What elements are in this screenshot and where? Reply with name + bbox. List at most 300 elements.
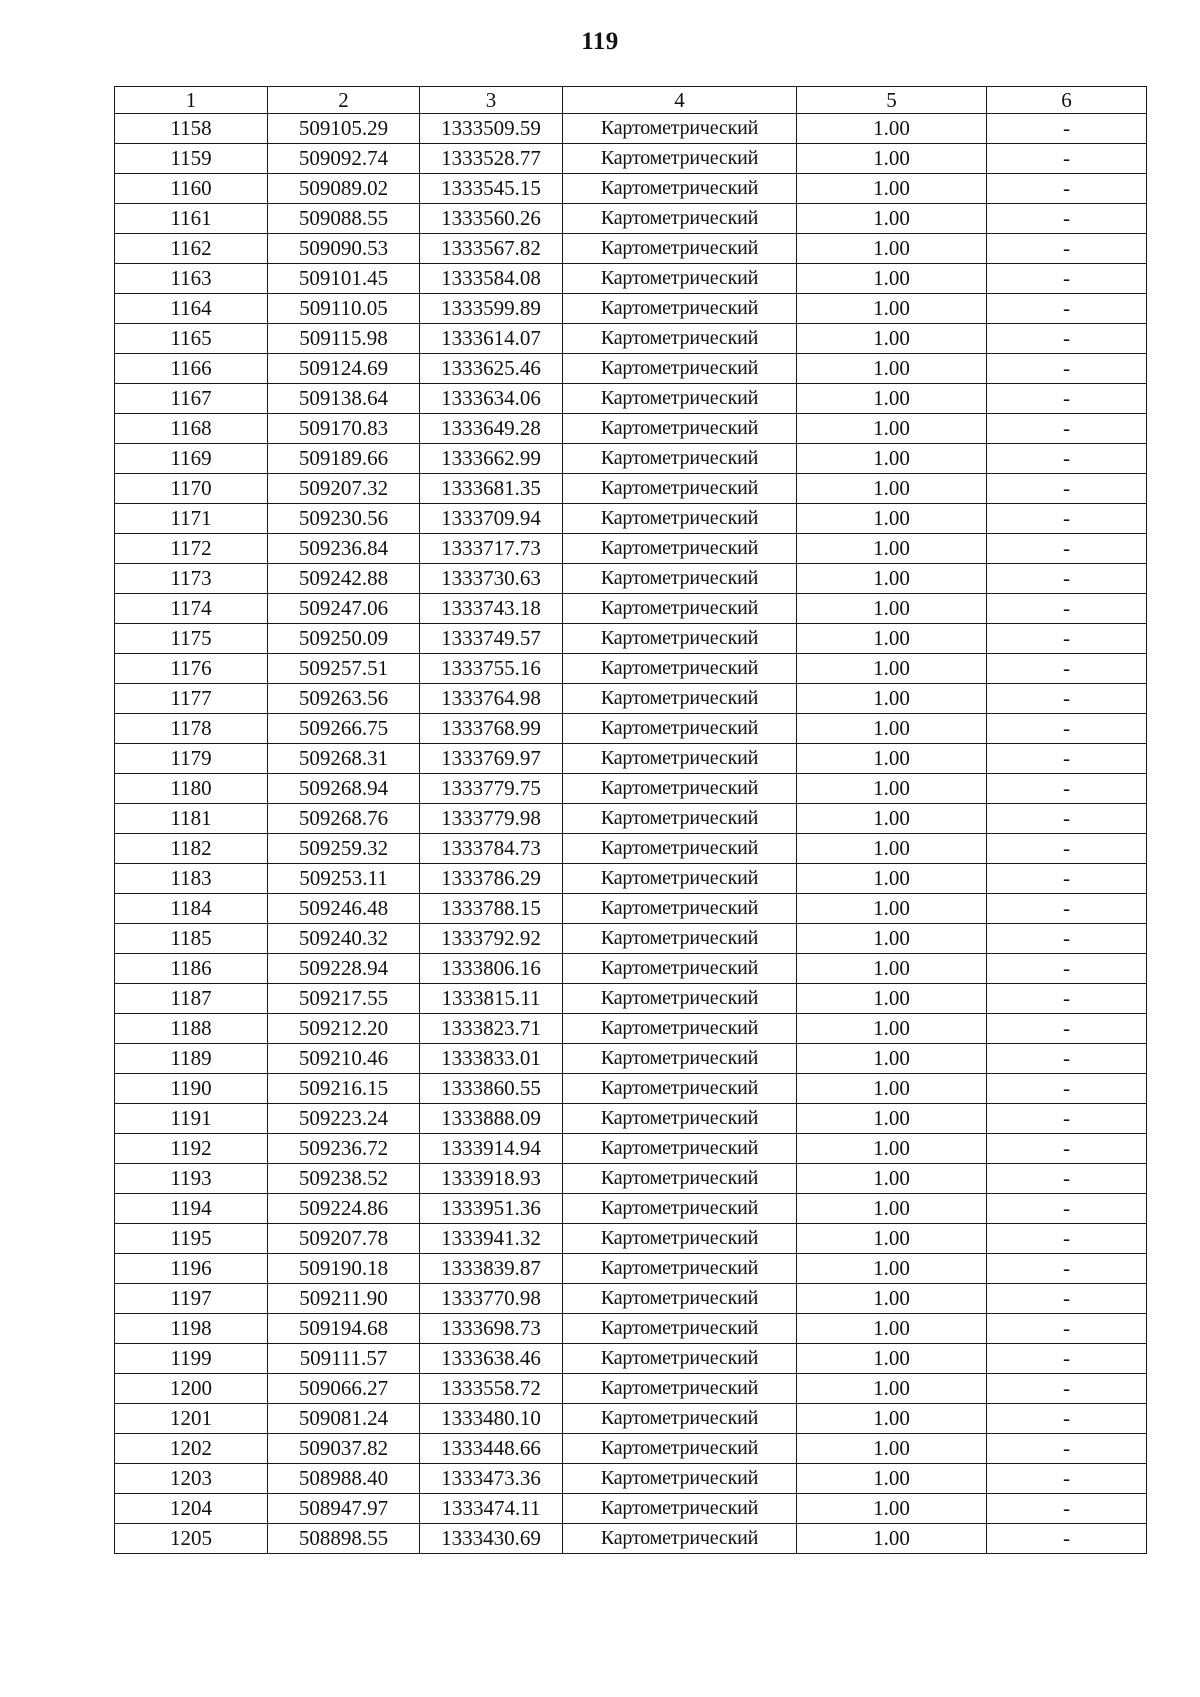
point-number-cell: 1165 [115,324,268,354]
column-header-6: 6 [987,87,1147,114]
accuracy-cell: 1.00 [797,834,987,864]
y-coordinate-cell: 1333625.46 [420,354,563,384]
column-header-1: 1 [115,87,268,114]
accuracy-cell: 1.00 [797,114,987,144]
y-coordinate-cell: 1333784.73 [420,834,563,864]
y-coordinate-cell: 1333430.69 [420,1524,563,1554]
note-cell: - [987,714,1147,744]
x-coordinate-cell: 509207.32 [268,474,420,504]
method-cell: Картометрический [563,684,797,714]
y-coordinate-cell: 1333815.11 [420,984,563,1014]
table-row [115,564,1147,594]
y-coordinate-cell: 1333614.07 [420,324,563,354]
method-cell: Картометрический [563,1254,797,1284]
method-cell: Картометрический [563,1494,797,1524]
accuracy-cell: 1.00 [797,204,987,234]
x-coordinate-cell: 508988.40 [268,1464,420,1494]
y-coordinate-cell: 1333528.77 [420,144,563,174]
y-coordinate-cell: 1333823.71 [420,1014,563,1044]
method-cell: Картометрический [563,924,797,954]
note-cell: - [987,954,1147,984]
table-row [115,1074,1147,1104]
method-cell: Картометрический [563,1134,797,1164]
y-coordinate-cell: 1333545.15 [420,174,563,204]
point-number-cell: 1161 [115,204,268,234]
accuracy-cell: 1.00 [797,354,987,384]
accuracy-cell: 1.00 [797,1434,987,1464]
table-row [115,894,1147,924]
y-coordinate-cell: 1333558.72 [420,1374,563,1404]
y-coordinate-cell: 1333768.99 [420,714,563,744]
method-cell: Картометрический [563,174,797,204]
column-header-3: 3 [420,87,563,114]
accuracy-cell: 1.00 [797,1014,987,1044]
point-number-cell: 1199 [115,1344,268,1374]
accuracy-cell: 1.00 [797,1224,987,1254]
accuracy-cell: 1.00 [797,714,987,744]
note-cell: - [987,144,1147,174]
x-coordinate-cell: 509115.98 [268,324,420,354]
accuracy-cell: 1.00 [797,1464,987,1494]
accuracy-cell: 1.00 [797,1524,987,1554]
x-coordinate-cell: 509092.74 [268,144,420,174]
note-cell: - [987,1464,1147,1494]
accuracy-cell: 1.00 [797,474,987,504]
table-row [115,1164,1147,1194]
point-number-cell: 1192 [115,1134,268,1164]
accuracy-cell: 1.00 [797,1494,987,1524]
x-coordinate-cell: 509090.53 [268,234,420,264]
x-coordinate-cell: 509236.84 [268,534,420,564]
x-coordinate-cell: 509246.48 [268,894,420,924]
accuracy-cell: 1.00 [797,954,987,984]
point-number-cell: 1193 [115,1164,268,1194]
point-number-cell: 1186 [115,954,268,984]
method-cell: Картометрический [563,714,797,744]
note-cell: - [987,1434,1147,1464]
y-coordinate-cell: 1333649.28 [420,414,563,444]
table-row [115,1254,1147,1284]
x-coordinate-cell: 509228.94 [268,954,420,984]
note-cell: - [987,894,1147,924]
table-row [115,1194,1147,1224]
method-cell: Картометрический [563,1284,797,1314]
accuracy-cell: 1.00 [797,1134,987,1164]
note-cell: - [987,474,1147,504]
y-coordinate-cell: 1333662.99 [420,444,563,474]
method-cell: Картометрический [563,1224,797,1254]
table-row [115,1104,1147,1134]
table-row [115,1494,1147,1524]
point-number-cell: 1164 [115,294,268,324]
method-cell: Картометрический [563,264,797,294]
method-cell: Картометрический [563,294,797,324]
y-coordinate-cell: 1333567.82 [420,234,563,264]
x-coordinate-cell: 509210.46 [268,1044,420,1074]
note-cell: - [987,1044,1147,1074]
method-cell: Картометрический [563,984,797,1014]
accuracy-cell: 1.00 [797,894,987,924]
note-cell: - [987,654,1147,684]
method-cell: Картометрический [563,1404,797,1434]
table-header [115,87,1147,114]
table-row [115,1434,1147,1464]
note-cell: - [987,744,1147,774]
point-number-cell: 1172 [115,534,268,564]
note-cell: - [987,1194,1147,1224]
note-cell: - [987,1284,1147,1314]
table-row [115,1284,1147,1314]
x-coordinate-cell: 509211.90 [268,1284,420,1314]
accuracy-cell: 1.00 [797,414,987,444]
accuracy-cell: 1.00 [797,1044,987,1074]
x-coordinate-cell: 509105.29 [268,114,420,144]
note-cell: - [987,1074,1147,1104]
method-cell: Картометрический [563,204,797,234]
note-cell: - [987,1314,1147,1344]
y-coordinate-cell: 1333730.63 [420,564,563,594]
x-coordinate-cell: 509240.32 [268,924,420,954]
accuracy-cell: 1.00 [797,324,987,354]
accuracy-cell: 1.00 [797,1164,987,1194]
y-coordinate-cell: 1333806.16 [420,954,563,984]
y-coordinate-cell: 1333779.75 [420,774,563,804]
table-row [115,384,1147,414]
x-coordinate-cell: 509268.94 [268,774,420,804]
table-row [115,174,1147,204]
y-coordinate-cell: 1333749.57 [420,624,563,654]
x-coordinate-cell: 509190.18 [268,1254,420,1284]
y-coordinate-cell: 1333914.94 [420,1134,563,1164]
point-number-cell: 1159 [115,144,268,174]
method-cell: Картометрический [563,1014,797,1044]
table-row [115,444,1147,474]
accuracy-cell: 1.00 [797,1074,987,1104]
table-row [115,774,1147,804]
table-row [115,234,1147,264]
note-cell: - [987,1524,1147,1554]
y-coordinate-cell: 1333770.98 [420,1284,563,1314]
table-row [115,1044,1147,1074]
accuracy-cell: 1.00 [797,1254,987,1284]
x-coordinate-cell: 509101.45 [268,264,420,294]
x-coordinate-cell: 509238.52 [268,1164,420,1194]
y-coordinate-cell: 1333764.98 [420,684,563,714]
method-cell: Картометрический [563,1524,797,1554]
x-coordinate-cell: 509224.86 [268,1194,420,1224]
accuracy-cell: 1.00 [797,774,987,804]
note-cell: - [987,624,1147,654]
accuracy-cell: 1.00 [797,1344,987,1374]
y-coordinate-cell: 1333634.06 [420,384,563,414]
point-number-cell: 1171 [115,504,268,534]
point-number-cell: 1197 [115,1284,268,1314]
accuracy-cell: 1.00 [797,594,987,624]
method-cell: Картометрический [563,1044,797,1074]
y-coordinate-cell: 1333681.35 [420,474,563,504]
method-cell: Картометрический [563,774,797,804]
accuracy-cell: 1.00 [797,144,987,174]
y-coordinate-cell: 1333788.15 [420,894,563,924]
note-cell: - [987,264,1147,294]
y-coordinate-cell: 1333779.98 [420,804,563,834]
method-cell: Картометрический [563,384,797,414]
method-cell: Картометрический [563,1374,797,1404]
accuracy-cell: 1.00 [797,1314,987,1344]
note-cell: - [987,864,1147,894]
table-row [115,924,1147,954]
y-coordinate-cell: 1333951.36 [420,1194,563,1224]
y-coordinate-cell: 1333860.55 [420,1074,563,1104]
method-cell: Картометрический [563,1074,797,1104]
table-row [115,354,1147,384]
method-cell: Картометрический [563,414,797,444]
table-row [115,1134,1147,1164]
table-row [115,1014,1147,1044]
y-coordinate-cell: 1333769.97 [420,744,563,774]
accuracy-cell: 1.00 [797,234,987,264]
table-row [115,1344,1147,1374]
accuracy-cell: 1.00 [797,1194,987,1224]
note-cell: - [987,1374,1147,1404]
y-coordinate-cell: 1333473.36 [420,1464,563,1494]
note-cell: - [987,1404,1147,1434]
table-row [115,1314,1147,1344]
x-coordinate-cell: 509189.66 [268,444,420,474]
point-number-cell: 1160 [115,174,268,204]
table-row [115,624,1147,654]
x-coordinate-cell: 509111.57 [268,1344,420,1374]
accuracy-cell: 1.00 [797,534,987,564]
x-coordinate-cell: 509236.72 [268,1134,420,1164]
note-cell: - [987,1494,1147,1524]
accuracy-cell: 1.00 [797,264,987,294]
method-cell: Картометрический [563,744,797,774]
table-row [115,1524,1147,1554]
point-number-cell: 1194 [115,1194,268,1224]
x-coordinate-cell: 508947.97 [268,1494,420,1524]
note-cell: - [987,684,1147,714]
point-number-cell: 1182 [115,834,268,864]
note-cell: - [987,774,1147,804]
y-coordinate-cell: 1333709.94 [420,504,563,534]
x-coordinate-cell: 509230.56 [268,504,420,534]
method-cell: Картометрический [563,234,797,264]
method-cell: Картометрический [563,1164,797,1194]
note-cell: - [987,1014,1147,1044]
y-coordinate-cell: 1333509.59 [420,114,563,144]
table-row [115,714,1147,744]
point-number-cell: 1205 [115,1524,268,1554]
point-number-cell: 1185 [115,924,268,954]
y-coordinate-cell: 1333698.73 [420,1314,563,1344]
point-number-cell: 1163 [115,264,268,294]
accuracy-cell: 1.00 [797,684,987,714]
method-cell: Картометрический [563,834,797,864]
y-coordinate-cell: 1333888.09 [420,1104,563,1134]
x-coordinate-cell: 509066.27 [268,1374,420,1404]
method-cell: Картометрический [563,1314,797,1344]
accuracy-cell: 1.00 [797,444,987,474]
note-cell: - [987,444,1147,474]
table-row [115,294,1147,324]
y-coordinate-cell: 1333638.46 [420,1344,563,1374]
method-cell: Картометрический [563,1344,797,1374]
y-coordinate-cell: 1333717.73 [420,534,563,564]
note-cell: - [987,354,1147,384]
point-number-cell: 1183 [115,864,268,894]
table-body [115,114,1147,1554]
method-cell: Картометрический [563,474,797,504]
x-coordinate-cell: 509268.31 [268,744,420,774]
x-coordinate-cell: 509263.56 [268,684,420,714]
note-cell: - [987,534,1147,564]
table-row [115,594,1147,624]
header-row [115,87,1147,114]
method-cell: Картометрический [563,1434,797,1464]
note-cell: - [987,804,1147,834]
note-cell: - [987,1344,1147,1374]
coordinates-table [114,86,1147,1554]
note-cell: - [987,414,1147,444]
method-cell: Картометрический [563,444,797,474]
note-cell: - [987,834,1147,864]
method-cell: Картометрический [563,894,797,924]
page-number: 119 [581,28,619,55]
point-number-cell: 1158 [115,114,268,144]
table-row [115,1374,1147,1404]
method-cell: Картометрический [563,954,797,984]
method-cell: Картометрический [563,534,797,564]
point-number-cell: 1176 [115,654,268,684]
point-number-cell: 1173 [115,564,268,594]
table-row [115,414,1147,444]
method-cell: Картометрический [563,564,797,594]
point-number-cell: 1180 [115,774,268,804]
point-number-cell: 1167 [115,384,268,414]
point-number-cell: 1181 [115,804,268,834]
x-coordinate-cell: 509268.76 [268,804,420,834]
point-number-cell: 1201 [115,1404,268,1434]
x-coordinate-cell: 509212.20 [268,1014,420,1044]
x-coordinate-cell: 509250.09 [268,624,420,654]
y-coordinate-cell: 1333839.87 [420,1254,563,1284]
y-coordinate-cell: 1333755.16 [420,654,563,684]
y-coordinate-cell: 1333448.66 [420,1434,563,1464]
point-number-cell: 1190 [115,1074,268,1104]
point-number-cell: 1166 [115,354,268,384]
y-coordinate-cell: 1333560.26 [420,204,563,234]
note-cell: - [987,594,1147,624]
table-row [115,504,1147,534]
x-coordinate-cell: 509207.78 [268,1224,420,1254]
y-coordinate-cell: 1333786.29 [420,864,563,894]
x-coordinate-cell: 509223.24 [268,1104,420,1134]
x-coordinate-cell: 509081.24 [268,1404,420,1434]
accuracy-cell: 1.00 [797,384,987,414]
table-row [115,474,1147,504]
column-header-5: 5 [797,87,987,114]
table-row [115,684,1147,714]
column-header-2: 2 [268,87,420,114]
accuracy-cell: 1.00 [797,1404,987,1434]
accuracy-cell: 1.00 [797,174,987,204]
x-coordinate-cell: 509266.75 [268,714,420,744]
method-cell: Картометрический [563,624,797,654]
accuracy-cell: 1.00 [797,744,987,774]
method-cell: Картометрический [563,654,797,684]
note-cell: - [987,984,1147,1014]
table-row [115,204,1147,234]
point-number-cell: 1188 [115,1014,268,1044]
x-coordinate-cell: 508898.55 [268,1524,420,1554]
table-row [115,1464,1147,1494]
accuracy-cell: 1.00 [797,654,987,684]
x-coordinate-cell: 509194.68 [268,1314,420,1344]
accuracy-cell: 1.00 [797,504,987,534]
accuracy-cell: 1.00 [797,804,987,834]
y-coordinate-cell: 1333833.01 [420,1044,563,1074]
point-number-cell: 1198 [115,1314,268,1344]
method-cell: Картометрический [563,354,797,384]
table-row [115,1224,1147,1254]
method-cell: Картометрический [563,504,797,534]
x-coordinate-cell: 509124.69 [268,354,420,384]
method-cell: Картометрический [563,144,797,174]
table-row [115,804,1147,834]
x-coordinate-cell: 509170.83 [268,414,420,444]
table-row [115,984,1147,1014]
point-number-cell: 1168 [115,414,268,444]
table-row [115,954,1147,984]
accuracy-cell: 1.00 [797,924,987,954]
method-cell: Картометрический [563,324,797,354]
point-number-cell: 1170 [115,474,268,504]
x-coordinate-cell: 509217.55 [268,984,420,1014]
point-number-cell: 1200 [115,1374,268,1404]
table-row [115,744,1147,774]
note-cell: - [987,504,1147,534]
method-cell: Картометрический [563,114,797,144]
point-number-cell: 1203 [115,1464,268,1494]
note-cell: - [987,564,1147,594]
x-coordinate-cell: 509259.32 [268,834,420,864]
point-number-cell: 1195 [115,1224,268,1254]
accuracy-cell: 1.00 [797,1104,987,1134]
accuracy-cell: 1.00 [797,864,987,894]
table-row [115,654,1147,684]
note-cell: - [987,234,1147,264]
method-cell: Картометрический [563,1104,797,1134]
x-coordinate-cell: 509253.11 [268,864,420,894]
x-coordinate-cell: 509088.55 [268,204,420,234]
point-number-cell: 1169 [115,444,268,474]
table-row [115,864,1147,894]
accuracy-cell: 1.00 [797,1284,987,1314]
note-cell: - [987,1104,1147,1134]
x-coordinate-cell: 509216.15 [268,1074,420,1104]
point-number-cell: 1189 [115,1044,268,1074]
y-coordinate-cell: 1333792.92 [420,924,563,954]
table-row [115,264,1147,294]
y-coordinate-cell: 1333584.08 [420,264,563,294]
method-cell: Картометрический [563,1464,797,1494]
accuracy-cell: 1.00 [797,984,987,1014]
y-coordinate-cell: 1333743.18 [420,594,563,624]
method-cell: Картометрический [563,864,797,894]
table-row [115,534,1147,564]
y-coordinate-cell: 1333480.10 [420,1404,563,1434]
